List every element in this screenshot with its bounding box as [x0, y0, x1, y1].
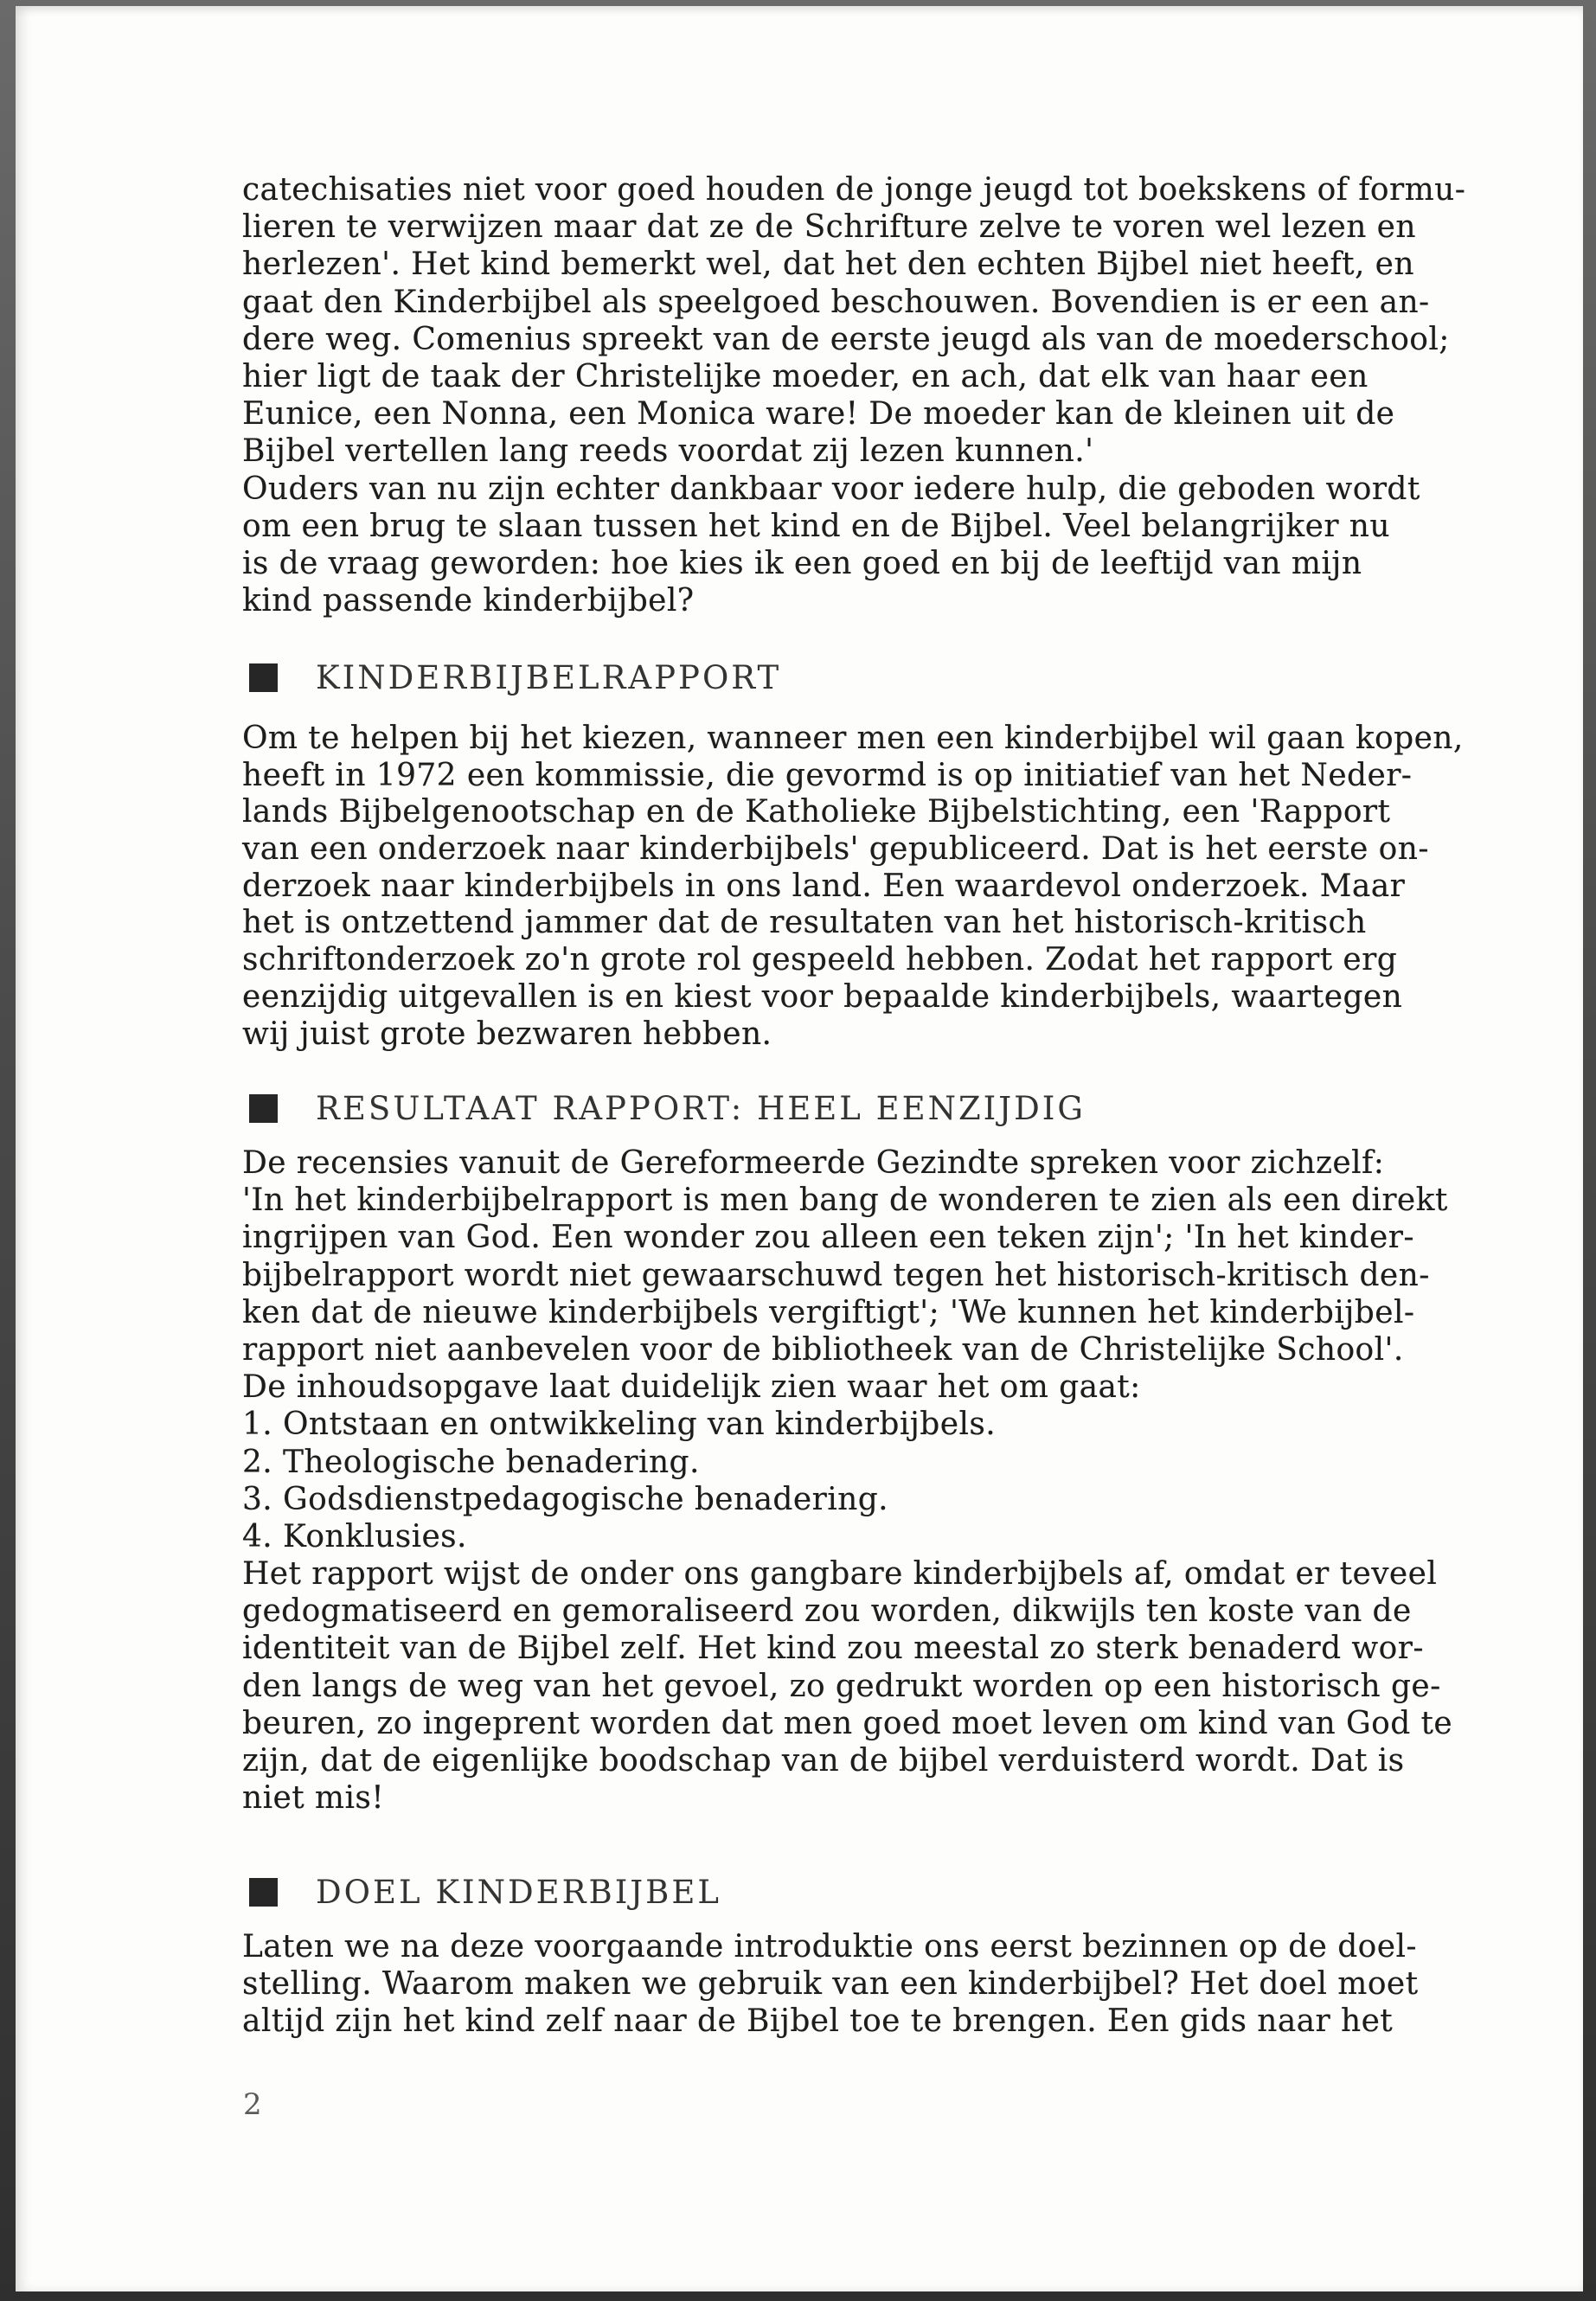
text-line: Eunice, een Nonna, een Monica ware! De moeder kan de kleinen uit de: [242, 396, 1395, 433]
text-line: beuren, zo ingeprent worden dat men goed moet leven om kind van God te: [242, 1705, 1453, 1741]
text-line: wij juist grote bezwaren hebben.: [242, 1016, 772, 1052]
section-heading-kinderbijbelrapport: [249, 659, 781, 696]
text-line: De inhoudsopgave laat duidelijk zien waar het om gaat:: [242, 1369, 1141, 1406]
text-line: schriftonderzoek zo'n grote rol gespeeld hebben. Zodat het rapport erg: [242, 942, 1398, 978]
section-heading-text: DOEL KINDERBIJBEL: [316, 1874, 721, 1911]
text-line: Ouders van nu zijn echter dankbaar voor iedere hulp, die geboden wordt: [242, 471, 1420, 507]
square-bullet-icon: [249, 1878, 278, 1907]
section-heading-resultaat-rapport: [249, 1090, 1086, 1127]
text-line: Laten we na deze voorgaande introduktie ons eerst bezinnen op de doel-: [242, 1929, 1417, 1965]
section-heading-text: RESULTAAT RAPPORT: HEEL EENZIJDIG: [316, 1090, 1086, 1127]
text-line: derzoek naar kinderbijbels in ons land. Een waardevol onderzoek. Maar: [242, 868, 1406, 904]
text-line: identiteit van de Bijbel zelf. Het kind zou meestal zo sterk benaderd wor-: [242, 1631, 1424, 1667]
text-line: rapport niet aanbevelen voor de bibliotheek van de Christelijke School'.: [242, 1331, 1404, 1368]
section-body-kinderbijbelrapport: [242, 721, 1488, 1053]
text-line: Om te helpen bij het kiezen, wanneer men een kinderbijbel wil gaan kopen,: [242, 721, 1464, 756]
text-line: 'In het kinderbijbelrapport is men bang de wonderen te zien als een direkt: [242, 1183, 1448, 1219]
text-line: bijbelrapport wordt niet gewaarschuwd tegen het historisch-kritisch den-: [242, 1257, 1430, 1293]
text-line: De recensies vanuit de Gereformeerde Gezindte spreken voor zichzelf:: [242, 1145, 1385, 1181]
text-line: lands Bijbelgenootschap en de Katholieke Bijbelstichting, een 'Rapport: [242, 794, 1391, 830]
text-line: Het rapport wijst de onder ons gangbare kinderbijbels af, omdat er teveel: [242, 1556, 1438, 1593]
text-line: zijn, dat de eigenlijke boodschap van de bijbel verduisterd wordt. Dat is: [242, 1743, 1405, 1779]
text-line: hier ligt de taak der Christelijke moeder, en ach, dat elk van haar een: [242, 358, 1368, 394]
section-heading-text: KINDERBIJBELRAPPORT: [316, 659, 782, 696]
list-item: 2. Theologische benadering.: [242, 1444, 700, 1480]
text-line: Bijbel vertellen lang reeds voordat zij lezen kunnen.': [242, 433, 1094, 470]
list-item: 3. Godsdienstpedagogische benadering.: [242, 1481, 888, 1517]
text-line: lieren te verwijzen maar dat ze de Schrifture zelve te voren wel lezen en: [242, 209, 1416, 246]
text-line: om een brug te slaan tussen het kind en de Bijbel. Veel belangrijker nu: [242, 508, 1390, 544]
list-item: 1. Ontstaan en ontwikkeling van kinderbijbels.: [242, 1407, 997, 1443]
text-line: het is ontzettend jammer dat de resultaten van het historisch-kritisch: [242, 905, 1367, 941]
text-line: heeft in 1972 een kommissie, die gevormd is op initiatief van het Neder-: [242, 757, 1413, 793]
text-line: ken dat de nieuwe kinderbijbels vergiftigt'; 'We kunnen het kinderbijbel-: [242, 1294, 1415, 1330]
text-line: gedogmatiseerd en gemoraliseerd zou worden, dikwijls ten koste van de: [242, 1593, 1412, 1630]
square-bullet-icon: [249, 1094, 278, 1123]
section-body-doel-kinderbijbel: [242, 1928, 1488, 2041]
intro-paragraph: [242, 171, 1488, 619]
text-line: gaat den Kinderbijbel als speelgoed beschouwen. Bovendien is er een an-: [242, 284, 1430, 320]
text-line: niet mis!: [242, 1780, 385, 1817]
list-item: 4. Konklusies.: [242, 1518, 467, 1554]
text-line: altijd zijn het kind zelf naar de Bijbel toe te brengen. Een gids naar het: [242, 2003, 1394, 2040]
text-line: ingrijpen van God. Een wonder zou alleen een teken zijn'; 'In het kinder-: [242, 1220, 1414, 1256]
text-line: den langs de weg van het gevoel, zo gedrukt worden op een historisch ge-: [242, 1668, 1441, 1704]
text-line: stelling. Waarom maken we gebruik van een kinderbijbel? Het doel moet: [242, 1966, 1419, 2003]
text-line: is de vraag geworden: hoe kies ik een goed en bij de leeftijd van mijn: [242, 545, 1362, 581]
text-line: eenzijdig uitgevallen is en kiest voor bepaalde kinderbijbels, waartegen: [242, 978, 1403, 1015]
page-number: 2: [243, 2087, 262, 2122]
text-line: van een onderzoek naar kinderbijbels' gepubliceerd. Dat is het eerste on-: [242, 831, 1429, 868]
square-bullet-icon: [249, 663, 278, 692]
section-body-resultaat-rapport: [242, 1144, 1488, 1817]
text-line: catechisaties niet voor goed houden de jonge jeugd tot boekskens of formu-: [242, 172, 1466, 208]
text-line: kind passende kinderbijbel?: [242, 583, 695, 619]
text-line: dere weg. Comenius spreekt van de eerste jeugd als van de moederschool;: [242, 321, 1450, 357]
text-line: herlezen'. Het kind bemerkt wel, dat het den echten Bijbel niet heeft, en: [242, 247, 1414, 283]
section-heading-doel-kinderbijbel: [249, 1874, 721, 1911]
